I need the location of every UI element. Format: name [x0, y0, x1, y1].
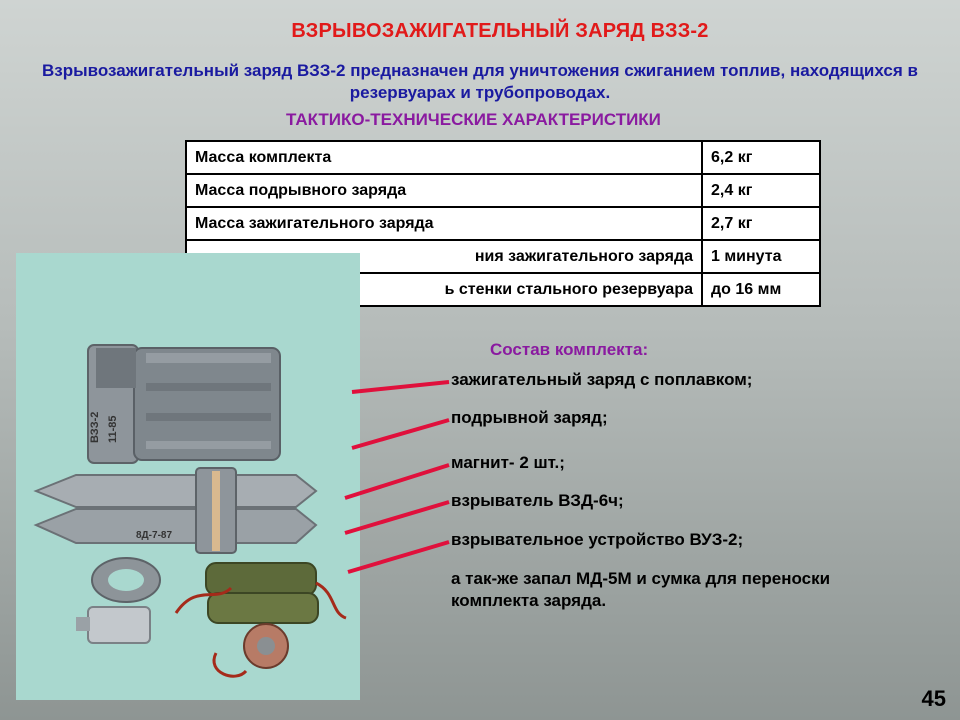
spec-value: 2,7 кг: [702, 207, 820, 240]
composition-item: зажигательный заряд с поплавком;: [451, 370, 753, 389]
spec-param: ь стенки стального резервуара: [186, 273, 702, 306]
intro-text: Взрывозажигательный заряд ВЗЗ-2 предназначен для уничтожения сжиганием топлив, находящихся в резервуарах и трубопроводах.: [42, 61, 918, 102]
composition-item: а так-же запал МД-5М и сумка для переноски комплекта заряда.: [451, 569, 831, 610]
spec-value: 1 минута: [702, 240, 820, 273]
composition-title: Состав комплекта:: [490, 340, 649, 359]
spec-value: до 16 мм: [702, 273, 820, 306]
composition-item: подрывной заряд;: [451, 408, 608, 427]
pointer-line: [345, 465, 449, 498]
composition-item: взрыватель ВЗД-6ч;: [451, 491, 624, 510]
spec-value: 6,2 кг: [702, 141, 820, 174]
spec-param: Масса комплекта: [186, 141, 702, 174]
composition-item: магнит- 2 шт.;: [451, 453, 565, 472]
composition-item: взрывательное устройство ВУЗ-2;: [451, 530, 744, 549]
charge-marking: 8Д-7-87: [136, 530, 173, 541]
pointer-line: [352, 420, 449, 448]
spec-param: ния зажигательного заряда: [186, 240, 702, 273]
specs-title: ТАКТИКО-ТЕХНИЧЕСКИЕ ХАРАКТЕРИСТИКИ: [286, 110, 661, 129]
spec-param: Масса зажигательного заряда: [186, 207, 702, 240]
pointer-line: [348, 542, 449, 572]
spec-param: Масса подрывного заряда: [186, 174, 702, 207]
slide-title: ВЗРЫВОЗАЖИГАТЕЛЬНЫЙ ЗАРЯД ВЗЗ-2: [291, 20, 709, 42]
pointer-line: [345, 502, 449, 533]
pointer-line: [352, 382, 449, 392]
spec-value: 2,4 кг: [702, 174, 820, 207]
charge-marking: ВЗЗ-2: [89, 411, 101, 443]
charge-marking: 11-85: [107, 415, 119, 443]
page-number: 45: [921, 686, 946, 711]
